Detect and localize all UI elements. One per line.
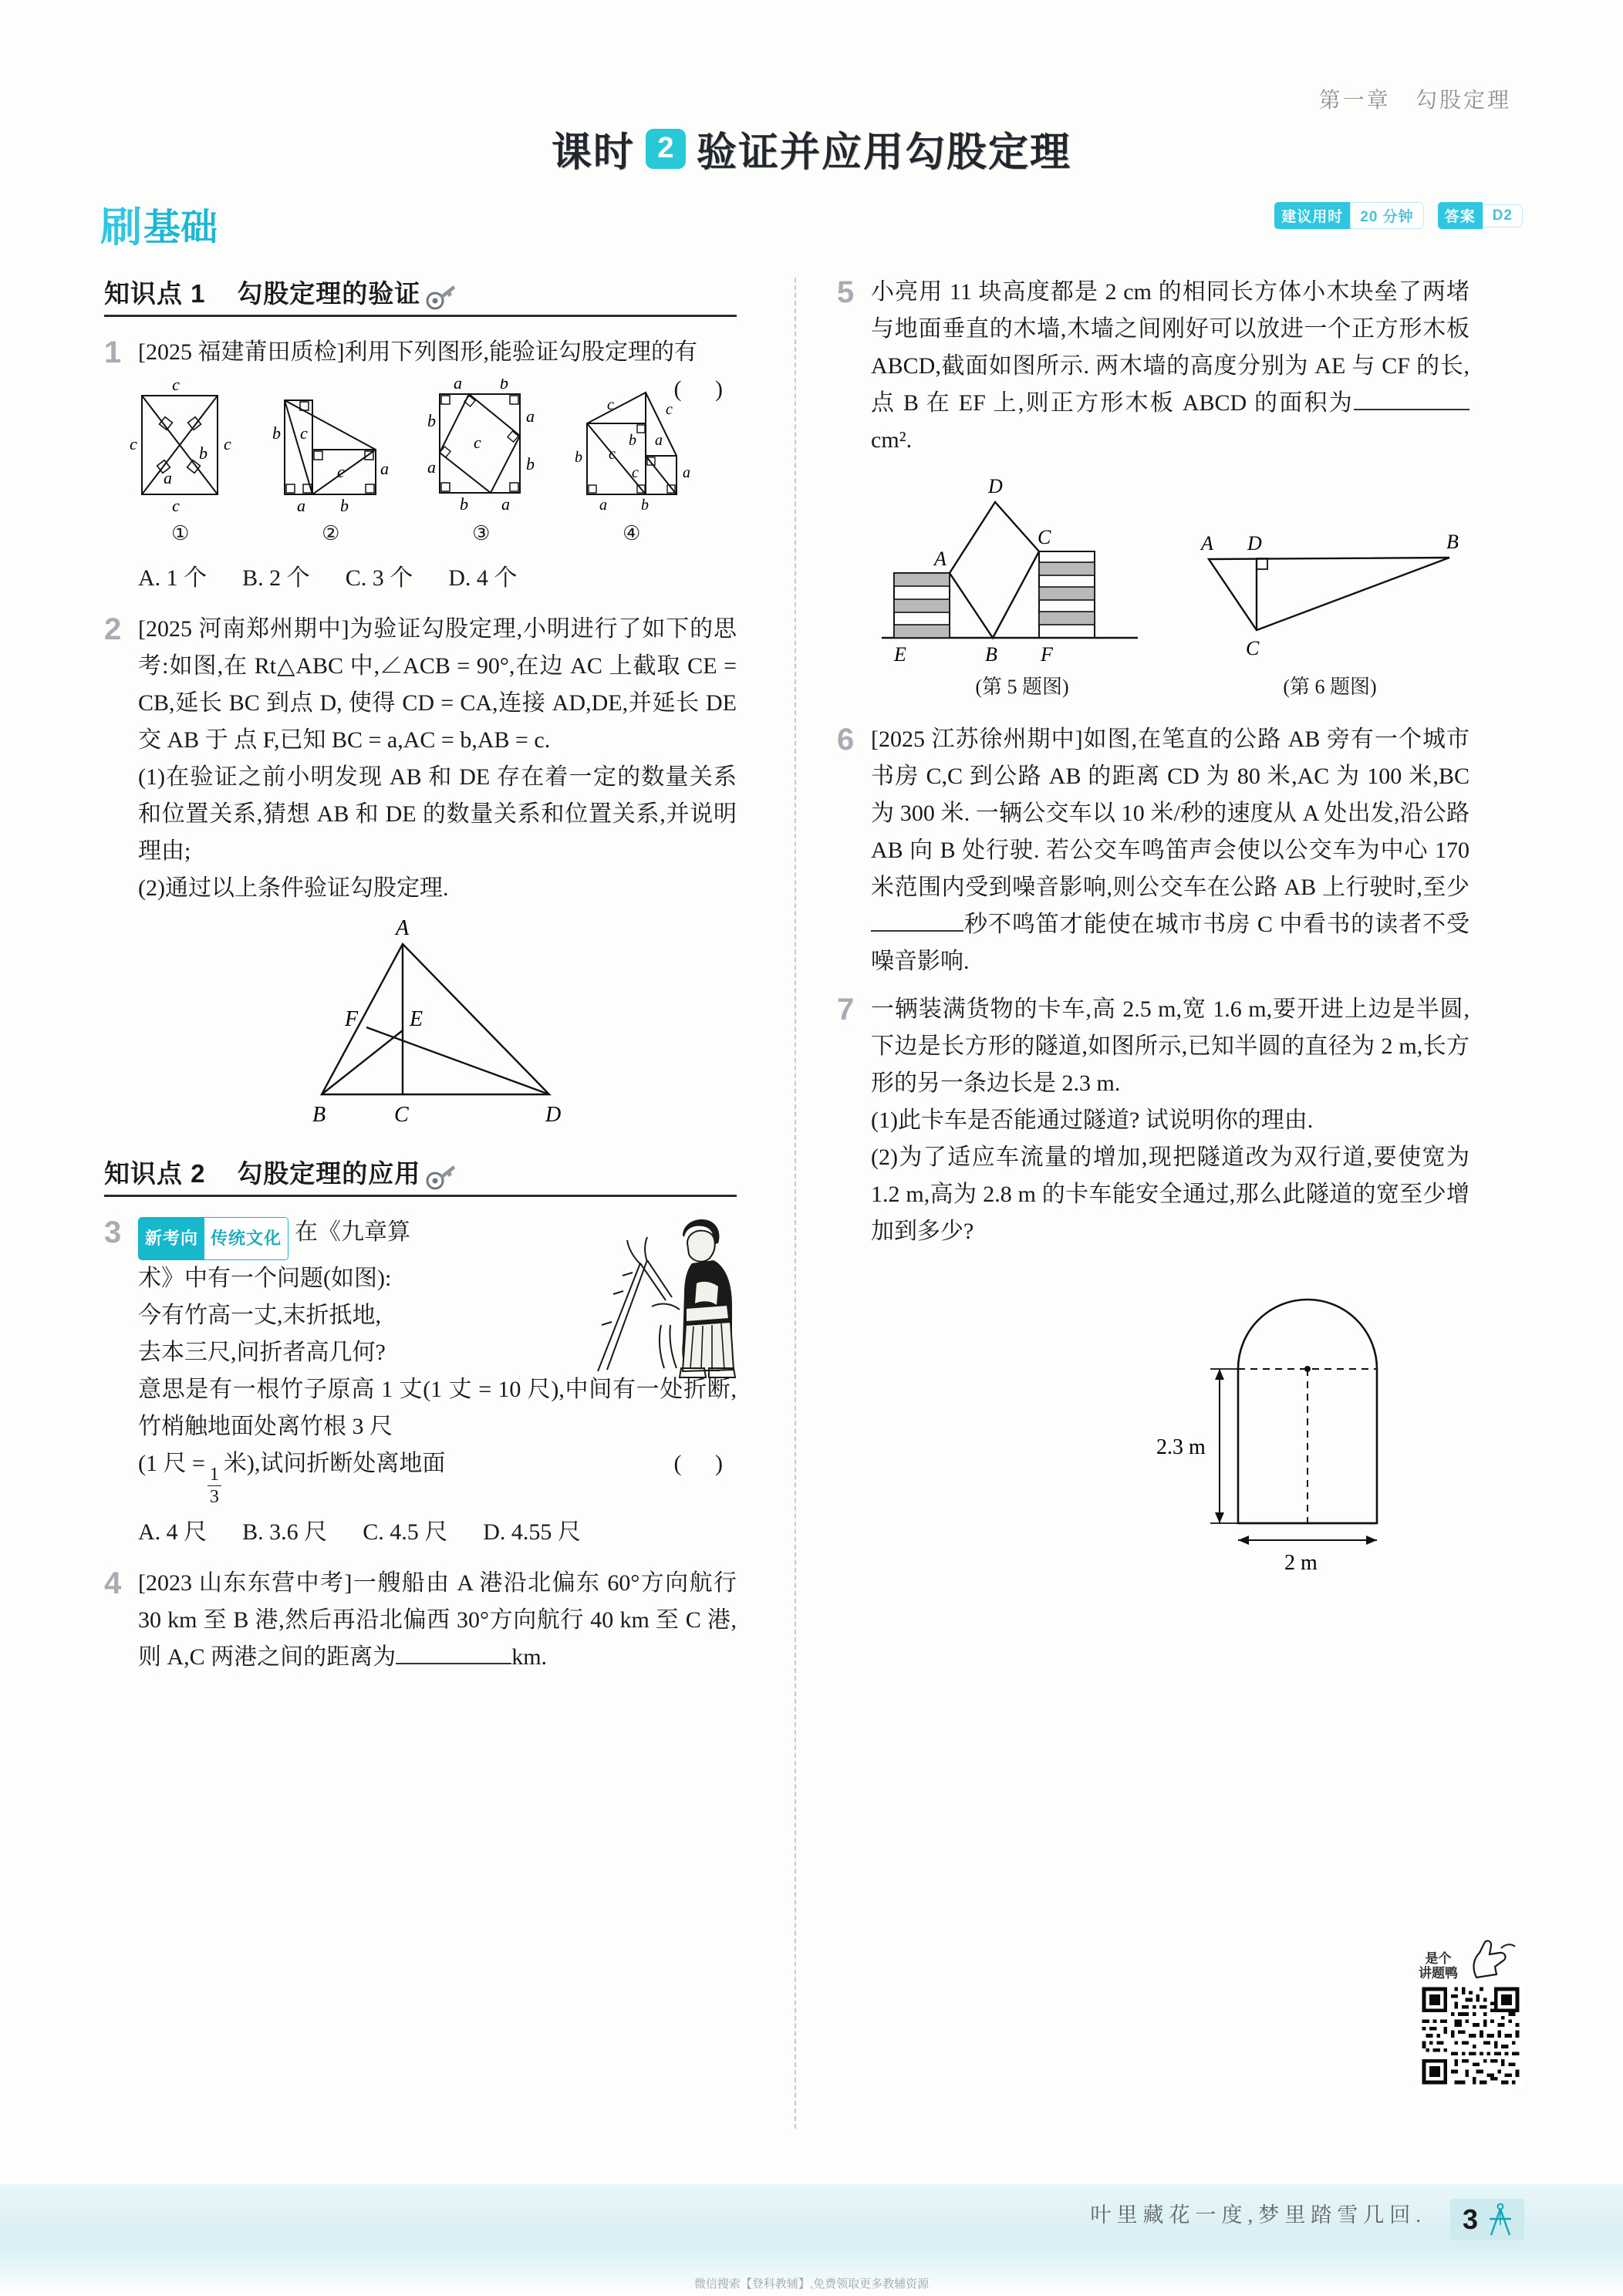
qr-code-block[interactable] <box>1419 1936 1523 2088</box>
left-column <box>104 274 737 1687</box>
question-3-fraction-line <box>138 1445 737 1506</box>
figure-3 <box>413 379 548 552</box>
right-column <box>837 274 1469 1588</box>
page-title <box>0 120 1623 177</box>
question-5-unit: cm². <box>871 427 913 453</box>
svg-text:a: a <box>164 468 173 487</box>
figure-7-height-label: 2.3 m <box>1156 1435 1206 1459</box>
question-2-line2: 90°,在边 AC 上截取 CE = CB,延长 BC 到点 D, <box>138 653 737 716</box>
header-badges <box>1274 202 1523 229</box>
column-divider <box>795 278 796 2129</box>
question-4-unit: km. <box>511 1644 548 1670</box>
figure-1-label: ① <box>171 522 190 544</box>
page-number: 3 <box>1462 2203 1478 2235</box>
question-7 <box>837 991 1469 1577</box>
svg-text:c: c <box>666 401 673 418</box>
figure-1 <box>113 379 248 552</box>
svg-text:a: a <box>655 432 663 449</box>
new-exam-badge <box>138 1217 288 1260</box>
figure-2-label: ② <box>322 522 340 544</box>
wall-right <box>1039 551 1095 638</box>
question-1-option-a: A. 1 个 <box>138 565 208 591</box>
question-2-part1: (1)在验证之前小明发现 AB 和 DE 存在着一定的数量关系和位置关系,猜想 AB 和 DE 的数量关系和位置关系,并说明理由; <box>138 764 737 864</box>
knowledge-point-2-label: 知识点 2 勾股定理的应用 <box>104 1159 421 1188</box>
question-3-line2: 术》中有一个问题(如图): <box>138 1266 392 1291</box>
badge-time-value: 20 分钟 <box>1350 202 1423 229</box>
svg-text:c: c <box>474 433 482 452</box>
figure-6-caption: (第 6 题图) <box>1283 676 1377 698</box>
question-1-options <box>138 560 737 597</box>
question-1-option-b: B. 2 个 <box>242 565 310 591</box>
svg-text:a: a <box>526 406 535 426</box>
svg-text:B: B <box>985 643 997 666</box>
question-1-answer-paren: ( ) <box>673 376 737 402</box>
svg-text:F: F <box>345 1007 359 1031</box>
svg-text:E: E <box>410 1007 423 1031</box>
question-3 <box>104 1214 737 1554</box>
question-5 <box>837 274 1469 710</box>
question-1-body: 利用下列图形,能验证勾股定理的有 <box>344 339 697 365</box>
svg-text:a: a <box>683 464 691 481</box>
svg-text:c: c <box>337 462 346 481</box>
running-head: 第一章 勾股定理 <box>1318 88 1511 112</box>
svg-text:A: A <box>934 548 946 570</box>
figure-3-label: ③ <box>472 522 491 544</box>
question-2-text <box>138 611 737 759</box>
svg-text:D: D <box>988 475 1003 497</box>
svg-text:C: C <box>1038 526 1051 548</box>
question-1-number: 1 <box>104 335 122 369</box>
fraction-one-third <box>208 1465 221 1506</box>
question-7-part1: (1)此卡车是否能通过隧道? 试说明你的理由. <box>871 1108 1314 1133</box>
section-label-char1: 刷 <box>100 204 140 251</box>
question-3-option-d: D. 4.55 尺 <box>483 1519 581 1545</box>
qr-code-icon[interactable] <box>1419 1984 1523 2088</box>
question-2-line3: 使得 CD = CA,连接 AD,DE,并延长 DE 交 AB 于 <box>138 690 737 753</box>
new-exam-badge-a: 新考向 <box>139 1218 204 1259</box>
question-3-option-c: C. 4.5 尺 <box>363 1519 448 1545</box>
figure-4-label: ④ <box>623 522 641 544</box>
knowledge-point-1 <box>104 274 737 317</box>
question-7-number: 7 <box>837 993 855 1027</box>
ancient-scholar-illustration <box>567 1209 744 1387</box>
question-3-line3: 今有竹高一丈,末折抵地, <box>138 1303 381 1328</box>
svg-text:c: c <box>300 423 309 443</box>
question-1-option-d: D. 4 个 <box>448 565 518 591</box>
figure-5-caption: (第 5 题图) <box>975 676 1069 698</box>
question-5-body: 小亮用 11 块高度都是 2 cm 的相同长方体小木块垒了两堵与地面垂直的木墙,木墙之间刚好可以放进一个正方形木板 ABCD,截面如图所示. 两木墙的高度分别为 AE 与 CF 的长,点 B 在 EF 上,则正方形木板 ABCD 的面积为 <box>871 279 1469 416</box>
question-3-line5: 意思是有一根竹子原高 1 丈(1 丈 = 10 尺),中间有一处折断,竹梢触地面处离竹根 3 尺 <box>138 1377 737 1439</box>
question-4-source: [2023 山东东营中考] <box>138 1570 353 1596</box>
question-1 <box>104 334 737 600</box>
question-2-part2: (2)通过以上条件验证勾股定理. <box>138 875 449 901</box>
key-icon <box>425 1164 456 1190</box>
svg-text:b: b <box>641 497 650 514</box>
knowledge-point-1-label: 知识点 1 勾股定理的验证 <box>104 279 421 308</box>
figure-question6 <box>1195 467 1465 706</box>
badge-answer-value: D2 <box>1483 204 1523 228</box>
svg-text:C: C <box>1246 637 1260 659</box>
question-5-text <box>871 274 1469 459</box>
footer-quote: 叶里藏花一度,梦里踏雪几回. <box>1090 2203 1426 2227</box>
section-label-char2: 基础 <box>143 207 218 248</box>
question-7-figure <box>871 1269 1469 1577</box>
svg-text:c: c <box>130 434 138 453</box>
question-6-text <box>871 721 1469 980</box>
svg-text:a: a <box>427 457 437 477</box>
svg-text:b: b <box>575 449 583 466</box>
knowledge-point-2 <box>104 1154 737 1197</box>
qr-caption-line2: 讲题鸭 <box>1419 1966 1458 1981</box>
question-3-number: 3 <box>104 1215 122 1249</box>
svg-text:a: a <box>501 494 511 514</box>
svg-text:b: b <box>460 494 469 514</box>
svg-text:c: c <box>632 464 639 481</box>
question-3-option-b: B. 3.6 尺 <box>242 1519 328 1545</box>
fraction-numerator: 1 <box>209 1465 219 1485</box>
badge-suggested-time <box>1274 202 1423 229</box>
svg-text:a: a <box>297 496 306 514</box>
title-text: 验证并应用勾股定理 <box>697 130 1072 175</box>
figure-7-width-label: 2 m <box>1284 1551 1318 1575</box>
svg-text:b: b <box>199 443 208 463</box>
question-5-number: 5 <box>837 275 855 309</box>
question-3-frac-open: (1 尺 = <box>138 1451 205 1476</box>
question-2-line1: 为验证勾股定理,小明进行了如下的思考:如图,在 Rt△ABC 中,∠ACB = <box>138 616 737 679</box>
svg-text:c: c <box>609 446 616 463</box>
svg-text:c: c <box>607 396 615 413</box>
svg-text:F: F <box>1041 643 1053 666</box>
title-lesson-badge: 2 <box>646 129 686 169</box>
pointing-hand-icon <box>1461 1936 1517 1981</box>
svg-text:b: b <box>340 496 349 514</box>
wall-left <box>894 573 950 638</box>
question-1-figures <box>130 379 691 552</box>
question-1-source: [2025 福建莆田质检] <box>138 339 345 365</box>
section-label <box>100 194 218 254</box>
question-2-number: 2 <box>104 612 122 646</box>
question-3-options <box>138 1514 737 1551</box>
svg-text:A: A <box>396 916 410 940</box>
compass-icon <box>1486 2202 1515 2237</box>
page-number-block <box>1450 2199 1524 2240</box>
svg-text:b: b <box>427 411 437 430</box>
question-4 <box>104 1565 737 1676</box>
question-6-source: [2025 江苏徐州期中] <box>871 727 1083 752</box>
question-3-answer-paren: ( ) <box>673 1451 737 1476</box>
svg-text:D: D <box>545 1103 562 1127</box>
watermark-text: 微信搜索【登科教辅】,免费领取更多教辅资源 <box>693 2277 930 2291</box>
question-6-number: 6 <box>837 723 855 757</box>
question-1-text <box>138 334 737 402</box>
new-exam-badge-b: 传统文化 <box>204 1218 288 1259</box>
svg-text:a: a <box>380 459 390 478</box>
qr-caption <box>1419 1951 1458 1981</box>
svg-text:A: A <box>1201 532 1213 555</box>
fraction-denominator: 3 <box>208 1485 221 1506</box>
svg-text:c: c <box>172 496 181 514</box>
right-figures <box>871 467 1469 706</box>
question-4-text <box>138 1565 737 1676</box>
figure-2 <box>263 379 398 552</box>
question-3-option-a: A. 4 尺 <box>138 1519 208 1545</box>
question-6-answer-blank[interactable] <box>871 930 963 932</box>
svg-text:b: b <box>526 454 535 474</box>
figure-4 <box>564 379 699 552</box>
question-6-body: 如图,在笔直的公路 AB 旁有一个城市书房 C,C 到公路 AB 的距离 CD 为 80 米,AC 为 100 米,BC 为 300 米. 一辆公交车以 10 米/秒的速度从 A 处出发,沿公路 AB 向 B 处行驶. 若公交车鸣笛声会使以公交车为中心 170 米范围内受到噪音影响,则公交车在公路 AB 上行驶时,至少 <box>871 727 1469 900</box>
svg-text:b: b <box>272 423 282 443</box>
figure-question5 <box>876 467 1169 706</box>
question-3-frac-close: 米),试问折断处离地面 <box>223 1451 446 1476</box>
question-6 <box>837 721 1469 980</box>
key-icon <box>425 284 456 310</box>
question-4-answer-blank[interactable] <box>396 1663 511 1664</box>
svg-text:b: b <box>500 379 509 393</box>
question-5-answer-blank[interactable] <box>1354 409 1469 410</box>
svg-text:B: B <box>1446 531 1459 553</box>
question-4-body: 一艘船由 A 港沿北偏东 60°方向航行 30 km 至 B 港,然后再沿北偏西 30°方向航行 40 km 至 C 港,则 A,C 两港之间的距离为 <box>138 1570 737 1670</box>
svg-text:E: E <box>894 643 906 666</box>
question-7-part2: (2)为了适应车流量的增加,现把隧道改为双行道,要使宽为 1.2 m,高为 2.8 m 的卡车能安全通过,那么此隧道的宽至少增加到多少? <box>871 1145 1469 1244</box>
badge-answer-key: 答案 <box>1438 202 1483 229</box>
title-prefix: 课时 <box>551 130 635 175</box>
question-1-option-c: C. 3 个 <box>345 565 413 591</box>
question-2 <box>104 611 737 1143</box>
svg-text:a: a <box>454 379 463 393</box>
svg-text:D: D <box>1247 532 1262 555</box>
question-4-number: 4 <box>104 1566 122 1600</box>
question-3-text-1: 在《九章算 <box>295 1219 411 1245</box>
svg-text:B: B <box>312 1103 326 1127</box>
badge-answer <box>1438 202 1523 229</box>
svg-text:a: a <box>599 497 608 514</box>
svg-text:C: C <box>394 1103 409 1127</box>
question-6-body-end: 秒不鸣笛才能使在城市书房 C 中看书的读者不受噪音影响. <box>871 912 1469 974</box>
qr-caption-line1: 是个 <box>1425 1951 1452 1966</box>
svg-text:c: c <box>172 379 181 394</box>
badge-time-key: 建议用时 <box>1274 202 1350 229</box>
question-2-figure <box>138 913 737 1137</box>
svg-text:b: b <box>629 432 637 449</box>
question-2-line4: 点 F,已知 BC = a,AC = b,AB = c. <box>234 727 551 753</box>
question-3-line4: 去本三尺,问折者高几何? <box>138 1340 386 1365</box>
question-7-text: 一辆装满货物的卡车,高 2.5 m,宽 1.6 m,要开进上边是半圆,下边是长方形的隧道,如图所示,已知半圆的直径为 2 m,长方形的另一条边长是 2.3 m. <box>871 996 1469 1096</box>
question-2-source: [2025 河南郑州期中] <box>138 616 349 642</box>
svg-text:c: c <box>224 434 232 453</box>
